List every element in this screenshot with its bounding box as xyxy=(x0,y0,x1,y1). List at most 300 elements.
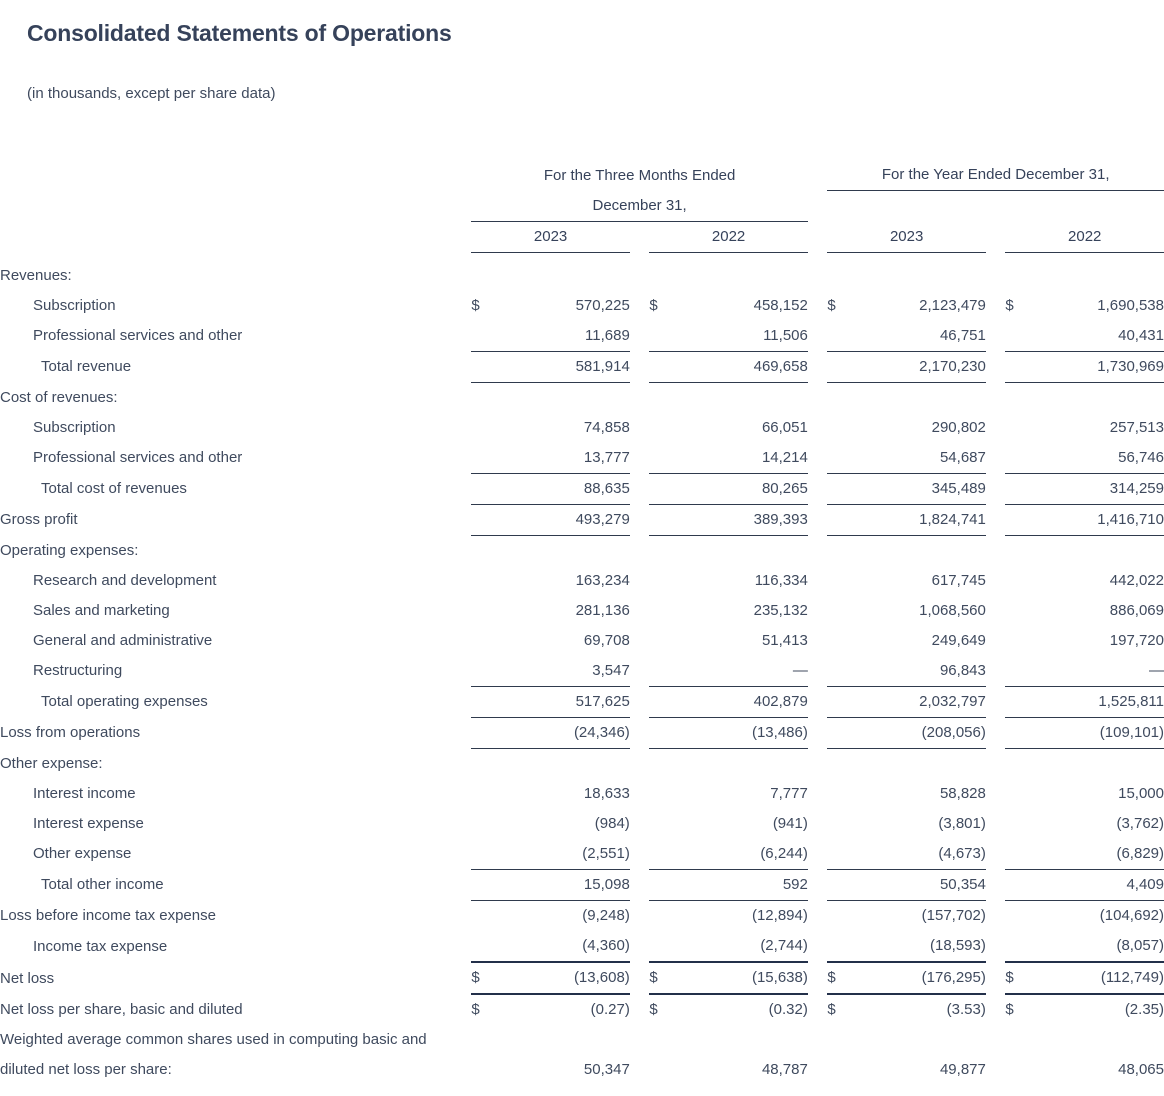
currency-symbol xyxy=(827,809,854,839)
currency-symbol xyxy=(1005,686,1032,717)
cell-value: 570,225 xyxy=(575,296,630,314)
row-label: Research and development xyxy=(33,571,217,589)
currency-symbol xyxy=(649,686,676,717)
header-gap-2 xyxy=(808,191,828,222)
currency-symbol xyxy=(827,535,854,566)
row-label: Income tax expense xyxy=(33,937,168,955)
currency-symbol xyxy=(1005,869,1032,900)
row-label: Total other income xyxy=(41,876,164,893)
column-gap xyxy=(630,931,650,962)
cell-value: 163,234 xyxy=(575,571,630,589)
currency-symbol: $ xyxy=(827,962,854,994)
currency-symbol xyxy=(827,261,854,291)
cell-value: (18,593) xyxy=(854,931,986,962)
cell-value: (112,749) xyxy=(1032,962,1164,994)
row-label: Gross profit xyxy=(0,511,78,528)
cell-value: 197,720 xyxy=(1109,631,1164,649)
currency-symbol xyxy=(471,779,498,809)
header-group-row-1 xyxy=(0,160,1164,191)
cell-value: (0.32) xyxy=(676,994,808,1025)
currency-symbol xyxy=(471,443,498,474)
currency-symbol: $ xyxy=(471,296,480,314)
column-gap xyxy=(630,809,650,839)
cell-value: — xyxy=(676,656,808,687)
cell-value xyxy=(676,261,808,291)
cell-value: 66,051 xyxy=(761,418,808,436)
currency-symbol xyxy=(471,748,498,779)
currency-symbol xyxy=(1005,382,1032,413)
currency-symbol xyxy=(471,382,498,413)
currency-symbol xyxy=(649,900,676,931)
column-gap xyxy=(986,261,1006,291)
cell-value: 58,828 xyxy=(939,784,986,802)
currency-symbol xyxy=(471,900,498,931)
currency-symbol: $ xyxy=(827,994,854,1025)
currency-symbol: $ xyxy=(1005,962,1032,994)
currency-symbol xyxy=(827,473,854,504)
cell-value: 13,777 xyxy=(498,443,630,474)
cell-value: (2.35) xyxy=(1032,994,1164,1025)
currency-symbol xyxy=(1005,413,1032,443)
row-label: Net loss per share, basic and diluted xyxy=(0,1000,243,1018)
table-row xyxy=(0,686,1164,717)
cell-value: (109,101) xyxy=(1032,717,1164,748)
table-row xyxy=(0,900,1164,931)
currency-symbol xyxy=(1005,626,1032,656)
table-row xyxy=(0,748,1164,779)
cell-value xyxy=(854,382,986,413)
currency-symbol xyxy=(649,473,676,504)
cell-value: 96,843 xyxy=(854,656,986,687)
table-row xyxy=(0,1025,1164,1085)
cell-value: 1,416,710 xyxy=(1032,504,1164,535)
cell-value: 257,513 xyxy=(1109,418,1164,436)
row-label: Total cost of revenues xyxy=(41,480,187,497)
column-gap xyxy=(986,626,1006,656)
currency-symbol xyxy=(471,1025,498,1085)
cell-value xyxy=(1032,261,1164,291)
cell-value: 290,802 xyxy=(931,418,986,436)
currency-symbol xyxy=(649,535,676,566)
column-gap xyxy=(630,382,650,413)
cell-value: 617,745 xyxy=(931,571,986,589)
currency-symbol xyxy=(1005,717,1032,748)
table-row xyxy=(0,382,1164,413)
column-gap xyxy=(630,839,650,870)
currency-symbol xyxy=(649,443,676,474)
currency-symbol xyxy=(827,1025,854,1085)
column-gap xyxy=(808,443,828,474)
cell-value xyxy=(1032,382,1164,413)
table-row xyxy=(0,717,1164,748)
column-gap xyxy=(986,869,1006,900)
currency-symbol xyxy=(827,686,854,717)
cell-value: 48,065 xyxy=(1118,1060,1164,1078)
currency-symbol xyxy=(471,809,498,839)
table-row xyxy=(0,261,1164,291)
table-header xyxy=(0,160,1164,261)
cell-value: 50,347 xyxy=(583,1060,630,1078)
header-col-gap-2 xyxy=(808,221,828,252)
currency-symbol xyxy=(1005,566,1032,596)
cell-value: 1,690,538 xyxy=(1097,296,1164,314)
column-gap xyxy=(630,566,650,596)
currency-symbol xyxy=(827,351,854,382)
currency-symbol xyxy=(827,596,854,626)
table-row xyxy=(0,626,1164,656)
column-gap xyxy=(808,809,828,839)
cell-value: (157,702) xyxy=(854,900,986,931)
column-gap xyxy=(808,626,828,656)
column-header-q4-2023: 2023 xyxy=(471,221,629,252)
column-gap xyxy=(630,656,650,687)
row-label: Subscription xyxy=(33,418,116,436)
column-gap xyxy=(630,1025,650,1085)
column-header-q4-2022: 2022 xyxy=(649,221,807,252)
cell-value: 69,708 xyxy=(583,631,630,649)
column-gap xyxy=(630,900,650,931)
column-gap xyxy=(808,748,828,779)
column-gap xyxy=(986,962,1006,994)
column-gap xyxy=(808,596,828,626)
cell-value: 11,689 xyxy=(498,321,630,352)
currency-symbol xyxy=(1005,443,1032,474)
column-gap xyxy=(630,261,650,291)
column-gap xyxy=(630,291,650,321)
currency-symbol: $ xyxy=(471,962,498,994)
cell-value: (984) xyxy=(594,814,630,832)
cell-value: (15,638) xyxy=(676,962,808,994)
cell-value: (8,057) xyxy=(1032,931,1164,962)
currency-symbol xyxy=(1005,900,1032,931)
currency-symbol xyxy=(1005,839,1032,870)
cell-value: 11,506 xyxy=(676,321,808,352)
cell-value: (176,295) xyxy=(854,962,986,994)
cell-value: 581,914 xyxy=(498,351,630,382)
cell-value xyxy=(676,382,808,413)
column-gap xyxy=(808,1025,828,1085)
cell-value: 493,279 xyxy=(498,504,630,535)
currency-symbol xyxy=(471,931,498,962)
currency-symbol xyxy=(649,351,676,382)
table-row xyxy=(0,351,1164,382)
cell-value: 249,649 xyxy=(931,631,986,649)
table-row xyxy=(0,809,1164,839)
header-group-quarter-line1: For the Three Months Ended xyxy=(543,166,736,184)
currency-symbol xyxy=(1005,1025,1032,1085)
column-gap xyxy=(630,321,650,352)
currency-symbol xyxy=(827,626,854,656)
row-label: Subscription xyxy=(33,296,116,314)
cell-value: 1,068,560 xyxy=(919,601,986,619)
cell-value: 50,354 xyxy=(854,869,986,900)
table-row xyxy=(0,596,1164,626)
column-gap xyxy=(808,321,828,352)
table-row xyxy=(0,504,1164,535)
cell-value xyxy=(498,535,630,566)
column-gap xyxy=(986,1025,1006,1085)
header-corner-blank-2 xyxy=(0,191,471,222)
currency-symbol xyxy=(471,473,498,504)
currency-symbol xyxy=(827,382,854,413)
cell-value: (2,744) xyxy=(676,931,808,962)
column-gap xyxy=(808,994,828,1025)
column-gap xyxy=(986,413,1006,443)
column-header-fy-2023: 2023 xyxy=(827,221,985,252)
currency-symbol xyxy=(1005,261,1032,291)
cell-value: (6,829) xyxy=(1032,839,1164,870)
column-gap xyxy=(630,717,650,748)
cell-value: 14,214 xyxy=(676,443,808,474)
header-group-quarter-line2: December 31, xyxy=(471,191,808,222)
cell-value: 442,022 xyxy=(1109,571,1164,589)
cell-value: 886,069 xyxy=(1109,601,1164,619)
header-group-year: For the Year Ended December 31, xyxy=(827,160,1164,191)
column-gap xyxy=(986,931,1006,962)
currency-symbol xyxy=(827,869,854,900)
currency-symbol xyxy=(1005,596,1032,626)
column-gap xyxy=(808,900,828,931)
column-gap xyxy=(808,504,828,535)
table-row xyxy=(0,413,1164,443)
currency-symbol xyxy=(827,900,854,931)
currency-symbol xyxy=(471,656,498,687)
cell-value: 2,032,797 xyxy=(854,686,986,717)
currency-symbol xyxy=(649,779,676,809)
column-gap xyxy=(808,962,828,994)
table-body xyxy=(0,261,1164,1085)
cell-value: (3.53) xyxy=(854,994,986,1025)
header-corner-blank xyxy=(0,160,471,191)
table-row xyxy=(0,779,1164,809)
currency-symbol xyxy=(649,931,676,962)
column-gap xyxy=(808,931,828,962)
cell-value: 15,098 xyxy=(498,869,630,900)
header-col-gap-1 xyxy=(630,221,650,252)
header-col-gap-3 xyxy=(986,221,1006,252)
column-gap xyxy=(986,382,1006,413)
column-gap xyxy=(808,382,828,413)
table-row xyxy=(0,656,1164,687)
cell-value: (13,608) xyxy=(498,962,630,994)
currency-symbol xyxy=(649,656,676,687)
cell-value: (3,801) xyxy=(938,814,986,832)
cell-value: (4,360) xyxy=(498,931,630,962)
column-gap xyxy=(808,869,828,900)
currency-symbol: $ xyxy=(471,994,498,1025)
column-gap xyxy=(986,351,1006,382)
cell-value: 54,687 xyxy=(854,443,986,474)
column-gap xyxy=(630,748,650,779)
currency-symbol xyxy=(1005,656,1032,687)
table-row xyxy=(0,994,1164,1025)
currency-symbol xyxy=(1005,779,1032,809)
page-title: Consolidated Statements of Operations xyxy=(27,20,452,46)
currency-symbol: $ xyxy=(649,994,676,1025)
column-gap xyxy=(630,596,650,626)
cell-value: (12,894) xyxy=(676,900,808,931)
column-gap xyxy=(986,443,1006,474)
cell-value: 51,413 xyxy=(761,631,808,649)
cell-value: 80,265 xyxy=(676,473,808,504)
page-subtitle: (in thousands, except per share data) xyxy=(27,85,276,102)
cell-value: 458,152 xyxy=(753,296,808,314)
row-label: Restructuring xyxy=(33,662,123,679)
row-label: Interest expense xyxy=(33,814,144,832)
currency-symbol xyxy=(471,504,498,535)
column-gap xyxy=(986,473,1006,504)
column-gap xyxy=(630,994,650,1025)
currency-symbol: $ xyxy=(1005,296,1014,314)
cell-value: (208,056) xyxy=(854,717,986,748)
column-gap xyxy=(986,779,1006,809)
column-gap xyxy=(630,962,650,994)
cell-value: (2,551) xyxy=(498,839,630,870)
row-label: Professional services and other xyxy=(33,327,243,344)
cell-value xyxy=(854,261,986,291)
currency-symbol xyxy=(471,261,498,291)
column-gap xyxy=(630,413,650,443)
column-gap xyxy=(986,717,1006,748)
column-gap xyxy=(986,748,1006,779)
currency-symbol xyxy=(649,839,676,870)
currency-symbol xyxy=(1005,351,1032,382)
cell-value: 1,824,741 xyxy=(854,504,986,535)
table-row xyxy=(0,321,1164,352)
column-gap xyxy=(808,535,828,566)
cell-value: 4,409 xyxy=(1032,869,1164,900)
column-gap xyxy=(630,504,650,535)
header-label-blank xyxy=(0,221,471,252)
currency-symbol: $ xyxy=(827,296,836,314)
row-label: Weighted average common shares used in computing basic and diluted net loss per share: xyxy=(0,1030,427,1078)
cell-value: 48,787 xyxy=(761,1060,808,1078)
cell-value: 46,751 xyxy=(854,321,986,352)
column-gap xyxy=(630,443,650,474)
column-gap xyxy=(986,596,1006,626)
column-gap xyxy=(986,994,1006,1025)
currency-symbol xyxy=(649,413,676,443)
cell-value: 18,633 xyxy=(583,784,630,802)
cell-value: (4,673) xyxy=(854,839,986,870)
column-gap xyxy=(808,717,828,748)
currency-symbol xyxy=(649,261,676,291)
cell-value xyxy=(1032,748,1164,779)
currency-symbol xyxy=(471,686,498,717)
currency-symbol xyxy=(649,809,676,839)
cell-value: 74,858 xyxy=(583,418,630,436)
column-gap xyxy=(986,535,1006,566)
currency-symbol xyxy=(471,596,498,626)
table-row xyxy=(0,962,1164,994)
currency-symbol xyxy=(649,1025,676,1085)
cell-value: 49,877 xyxy=(939,1060,986,1078)
cell-value: (941) xyxy=(772,814,808,832)
currency-symbol xyxy=(471,321,498,352)
column-gap xyxy=(808,473,828,504)
cell-value xyxy=(498,382,630,413)
currency-symbol xyxy=(649,504,676,535)
cell-value: 1,525,811 xyxy=(1032,686,1164,717)
cell-value: (3,762) xyxy=(1116,814,1164,832)
cell-value: 56,746 xyxy=(1032,443,1164,474)
currency-symbol xyxy=(649,626,676,656)
cell-value: 281,136 xyxy=(575,601,630,619)
column-gap xyxy=(808,261,828,291)
cell-value xyxy=(1032,535,1164,566)
cell-value: — xyxy=(1032,656,1164,687)
currency-symbol xyxy=(827,656,854,687)
column-gap xyxy=(808,779,828,809)
currency-symbol xyxy=(471,839,498,870)
column-gap xyxy=(630,686,650,717)
currency-symbol xyxy=(827,443,854,474)
row-label: Loss before income tax expense xyxy=(0,906,216,924)
column-gap xyxy=(808,413,828,443)
row-label: Professional services and other xyxy=(33,449,243,466)
currency-symbol xyxy=(827,321,854,352)
cell-value xyxy=(854,535,986,566)
column-gap xyxy=(808,686,828,717)
column-gap xyxy=(986,686,1006,717)
currency-symbol xyxy=(471,535,498,566)
currency-symbol xyxy=(649,596,676,626)
currency-symbol xyxy=(649,321,676,352)
row-label: Cost of revenues: xyxy=(0,388,118,406)
currency-symbol xyxy=(471,566,498,596)
row-label: General and administrative xyxy=(33,631,213,649)
column-header-fy-2022: 2022 xyxy=(1005,221,1164,252)
row-label: Revenues: xyxy=(0,266,72,284)
row-label: Net loss xyxy=(0,969,55,987)
currency-symbol: $ xyxy=(649,296,658,314)
currency-symbol xyxy=(1005,473,1032,504)
table-row xyxy=(0,839,1164,870)
column-gap xyxy=(986,504,1006,535)
table-row xyxy=(0,535,1164,566)
column-gap xyxy=(808,656,828,687)
cell-value: 402,879 xyxy=(676,686,808,717)
column-gap xyxy=(986,566,1006,596)
currency-symbol xyxy=(471,351,498,382)
header-year-blank xyxy=(827,191,1164,222)
header-spacer-row xyxy=(0,252,1164,261)
currency-symbol xyxy=(1005,535,1032,566)
currency-symbol xyxy=(827,504,854,535)
column-gap xyxy=(808,839,828,870)
column-gap xyxy=(986,809,1006,839)
cell-value xyxy=(676,535,808,566)
currency-symbol: $ xyxy=(649,962,676,994)
financial-table xyxy=(0,160,1164,1085)
cell-value: 88,635 xyxy=(498,473,630,504)
cell-value: 2,123,479 xyxy=(919,296,986,314)
column-gap xyxy=(630,351,650,382)
currency-symbol xyxy=(827,839,854,870)
table-row xyxy=(0,566,1164,596)
currency-symbol: $ xyxy=(1005,994,1032,1025)
column-gap xyxy=(630,869,650,900)
cell-value: 40,431 xyxy=(1032,321,1164,352)
row-label: Other expense: xyxy=(0,754,103,772)
column-gap xyxy=(808,351,828,382)
column-gap xyxy=(986,291,1006,321)
cell-value: (0.27) xyxy=(498,994,630,1025)
currency-symbol xyxy=(649,566,676,596)
row-label: Loss from operations xyxy=(0,724,141,741)
cell-value: 389,393 xyxy=(676,504,808,535)
cell-value: (104,692) xyxy=(1032,900,1164,931)
